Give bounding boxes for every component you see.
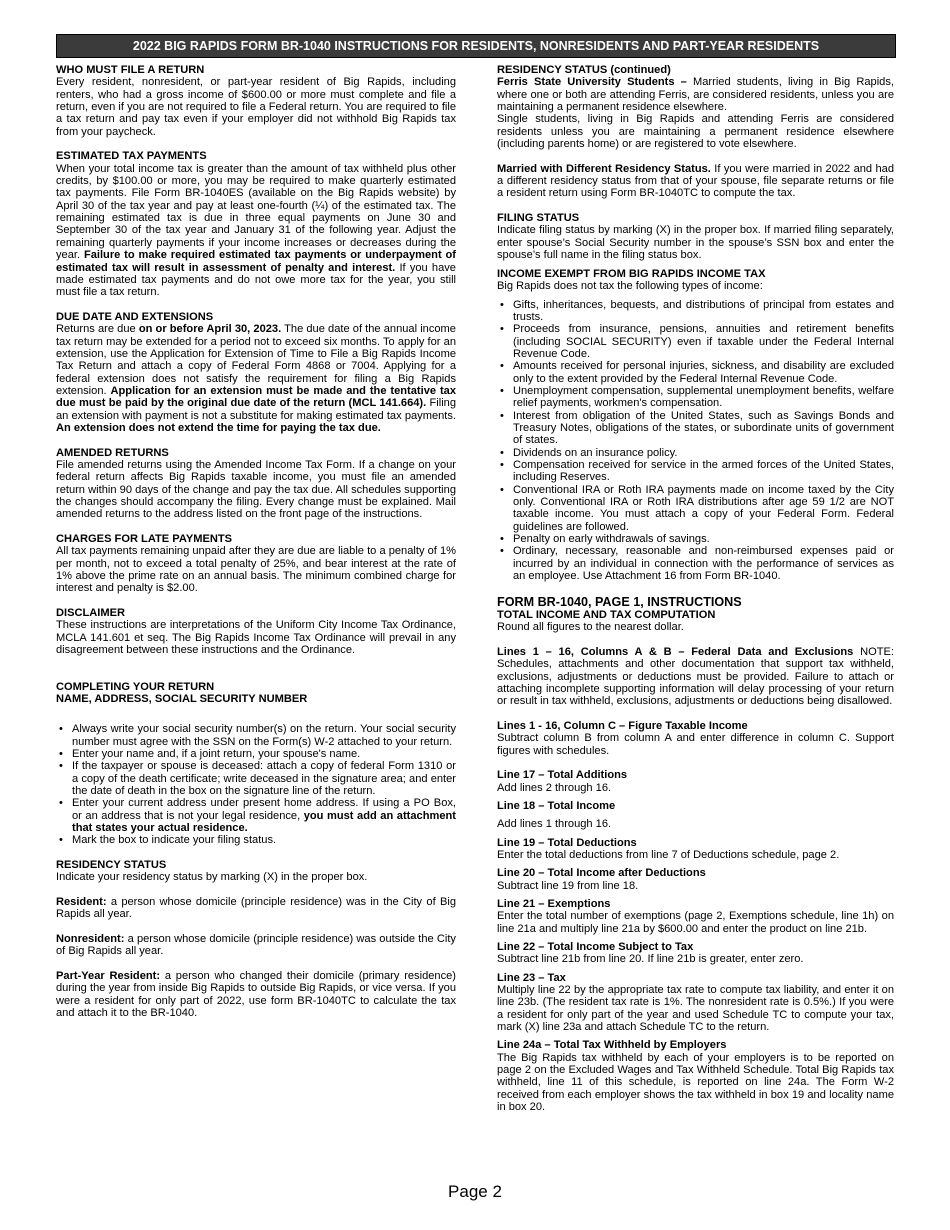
section-heading: CHARGES FOR LATE PAYMENTS [56,533,233,546]
lines-1-16-c [497,720,894,757]
exempt-list-item: • Dividends on an insurance policy. [513,447,894,459]
section-who-must-file [56,64,456,138]
section-heading: DISCLAIMER [56,607,126,620]
exempt-list-item: • Amounts received for personal injuries, sickness, and disability are excluded only to the extent provided by the Federal Internal Revenue Code. [513,360,894,385]
exempt-list-item: • Unemployment compensation, supplemental unemployment benefits, welfare relief payments, workmen's compensation. [513,385,894,410]
lines-1-16-ab [497,646,894,708]
section-text: Returns are due on or before April 30, 2023. The due date of the annual income tax return may be extended for a period not to exceed six months. To apply for an extension, use the Application for Extension of Time to File a Big Rapids Income Tax Return and attach a copy of Federal Form 4868 or 7004. Applying for a federal extension does not satisfy the requirement for filing a Big Rapids extension. Application for an extension must be made and the tentative tax due must be paid by the original due date of the return (MCL 141.664). Filing an extension with payment is not a substitute for making estimated tax payments. An extension does not extend the time for paying the tax due. [56,323,456,434]
section-form-instructions [497,595,894,1114]
section-text: All tax payments remaining unpaid after they are due are liable to a penalty of 1% per month, not to exceed a total penalty of 25%, and bear interest at the rate of 1% above the prime rate on an annual basis. The minimum combined charge for interest and penalty is $2.00. [56,545,456,595]
line-17 [497,769,894,794]
line-text: Multiply line 22 by the appropriate tax rate to compute tax liability, and enter it on line 23b. (The resident tax rate is 1%. The nonresident rate is 0.5%.) If you were a resident for only part of the year and used Schedule TC to compute your tax, mark (X) line 23a and attach Schedule TC to the return. [497,984,894,1034]
list-item: • If the taxpayer or spouse is deceased: attach a copy of federal Form 1310 or a copy of the death certificate; write deceased in the signature area; and enter the date of death in the box on the signature line of the return. [72,760,456,797]
line-label: Line 19 – Total Deductions [497,836,637,849]
list-item: • Always write your social security number(s) on the return. Your social security number must agree with the SSN on the Form(s) W-2 attached to your return. [72,723,456,748]
line-text: Enter the total number of exemptions (page 2, Exemptions schedule, line 1h) on line 21a and multiply line 21a by $600.00 and enter the product on line 21b. [497,910,894,935]
line-label: Line 20 – Total Income after Deductions [497,867,706,880]
line-text: Add lines 1 through 16. [497,818,612,831]
ferris-paragraph: Ferris State University Students – Married students, living in Big Rapids, where one or both are attending Ferris, are considered residents, unless you are maintaining a permanent residence elsewhere. [497,76,894,114]
section-late-charges [56,533,456,595]
page-banner: 2022 BIG RAPIDS FORM BR-1040 INSTRUCTIONS FOR RESIDENTS, NONRESIDENTS AND PART-YEAR RESIDENTS [56,34,896,58]
line-23 [497,972,894,1034]
nonresident-definition: Nonresident: a person whose domicile (principle residence) was outside the City of Big Rapids all year. [56,933,456,958]
resident-definition: Resident: a person whose domicile (principle residence) was in the City of Big Rapids all year. [56,896,456,921]
section-heading: FILING STATUS [497,212,580,225]
line-text: NOTE: Schedules, attachments and other documentation that support tax withheld, exclusions, adjustments or deductions must be provided. Failure to attach or attaching incomplete supporting information will delay processing of your return or result in tax withheld, exclusions, adjustments or deductions being disallowed. [497,645,894,708]
left-column [56,64,456,1019]
line-label: Lines 1 – 16, Columns A & B – Federal Data and Exclusions [497,645,854,658]
section-due-date [56,311,456,434]
section-heading: WHO MUST FILE A RETURN [56,64,205,76]
exempt-list-item: • Proceeds from insurance, pensions, annuities and retirement benefits (including SOCIAL SECURITY) even if taxable under the Federal Internal Revenue Code. [513,323,894,360]
exempt-list-item: • Gifts, inheritances, bequests, and distributions of principal from estates and trusts. [513,299,894,324]
partyear-definition: Part-Year Resident: a person who changed their domicile (primary residence) during the year from inside Big Rapids to outside Big Rapids, or vice versa. If you were a resident for only part of 2022, use form BR-1040TC to calculate the tax and attach it to the BR-1040. [56,970,456,1020]
section-residency-status [56,859,456,1019]
round-note: Round all figures to the nearest dollar. [497,621,684,634]
section-disclaimer [56,607,456,656]
list-item: • Mark the box to indicate your filing status. [72,834,456,846]
line-20 [497,867,894,892]
section-text: Every resident, nonresident, or part-year resident of Big Rapids, including renters, who had a gross income of $600.00 or more must complete and file a return, even if you are not required to file a Federal return. You are required to file a tax return and pay tax even if your employer did not withhold Big Rapids tax from your paycheck. [56,76,456,138]
line-label: Line 17 – Total Additions [497,769,628,782]
section-subheading: TOTAL INCOME AND TAX COMPUTATION [497,608,716,621]
exempt-list [497,299,894,583]
line-text: Add lines 2 through 16. [497,781,612,794]
section-heading: INCOME EXEMPT FROM BIG RAPIDS INCOME TAX [497,267,766,280]
line-text: Subtract line 21b from line 20. If line 21b is greater, enter zero. [497,953,804,966]
residency-intro: Indicate your residency status by marking (X) in the proper box. [56,871,368,884]
line-label: Line 23 – Tax [497,971,566,984]
section-heading: RESIDENCY STATUS (continued) [497,64,671,76]
exempt-list-item: • Penalty on early withdrawals of savings. [513,533,894,545]
line-label: Line 22 – Total Income Subject to Tax [497,941,694,954]
section-text: Indicate filing status by marking (X) in the proper box. If married filing separately, enter spouse’s Social Security number in the spouse’s SSN box and enter the spouse’s full name in the filing status box. [497,224,894,262]
section-heading: RESIDENCY STATUS [56,858,167,871]
section-heading: COMPLETING YOUR RETURN [56,680,215,693]
line-label: Line 18 – Total Income [497,799,616,812]
line-label: Lines 1 - 16, Column C – Figure Taxable Income [497,719,748,732]
section-subheading: NAME, ADDRESS, SOCIAL SECURITY NUMBER [56,692,308,705]
exempt-list-item: • Interest from obligation of the United States, such as Savings Bonds and Treasury Notes, obligations of the states, or subordinate units of government of states. [513,410,894,447]
section-amended-returns [56,447,456,521]
section-heading: AMENDED RETURNS [56,446,169,459]
line-text: Subtract line 19 from line 18. [497,879,639,892]
section-text: File amended returns using the Amended Income Tax Form. If a change on your federal return affects Big Rapids taxable income, you must file an amended return within 90 days of the change and pay the tax due. All schedules supporting the changes should accompany the filing. Every change must be explained. Mail amended returns to the address listed on the front page of the instructions. [56,459,456,521]
single-students-paragraph: Single students, living in Big Rapids and attending Ferris are considered residents unless you are maintaining a permanent residence elsewhere (including parents home) or are registered to vote elsewhere. [497,113,894,151]
section-heading: ESTIMATED TAX PAYMENTS [56,150,207,163]
line-text: Subtract column B from column A and enter difference in column C. Support figures with schedules. [497,732,894,757]
line-label: Line 24a – Total Tax Withheld by Employers [497,1039,727,1052]
line-label: Line 21 – Exemptions [497,898,611,910]
section-exempt-income [497,268,894,583]
section-filing-status [497,212,894,261]
list-item: • Enter your name and, if a joint return, your spouse's name. [72,748,456,760]
section-estimated-tax [56,150,456,298]
completing-list [56,723,456,846]
exempt-list-item: • Conventional IRA or Roth IRA payments made on income taxed by the City only. Conventional IRA or Roth IRA distributions after age 59 1/2 are NOT taxable income. You must attach a copy of your Federal Form. Federal guidelines are followed. [513,484,894,533]
exempt-list-item: • Compensation received for service in the armed forces of the United States, including Reserves. [513,459,894,484]
section-text: When your total income tax is greater than the amount of tax withheld plus other credits, by $100.00 or more, you may be required to make quarterly estimated tax payments. File Form BR-1040ES (available on the Big Rapids website) by April 30 of the tax year and pay at least one-fourth (¼) of the estimated tax. The remaining estimated tax is due in three equal payments on June 30 and September 30 of the tax year and January 31 of the following year. Adjust the remaining quarterly payments if your income increases or decreases during the year. Failure to make required estimated tax payments or underpayment of estimated tax will result in assessment of penalty and interest. If you have made estimated tax payments and do not owe more tax for the year, you still must file a tax return. [56,162,456,299]
section-completing-return [56,681,456,847]
line-text: The Big Rapids tax withheld by each of your employers is to be reported on page 2 on the Excluded Wages and Tax Withheld Schedule. Total Big Rapids tax withheld, line 11 of this schedule, is reported on line 24a. The Form W-2 received from each employer shows the tax withheld in box 19 and locality name in box 20. [497,1051,894,1114]
section-text: These instructions are interpretations of the Uniform City Income Tax Ordinance, MCLA 141.601 et seq. The Big Rapids Income Tax Ordinance will prevail in any disagreement between these instructions and the Ordinance. [56,619,456,657]
line-21 [497,898,894,935]
line-24a [497,1039,894,1113]
section-heading: FORM BR-1040, PAGE 1, INSTRUCTIONS [497,594,742,609]
exempt-intro: Big Rapids does not tax the following types of income: [497,280,763,293]
married-paragraph: Married with Different Residency Status. If you were married in 2022 and had a different residency status from that of your spouse, file separate returns or file a resident return using Form BR-1040TC to compute the tax. [497,162,894,200]
right-column [497,64,894,1114]
line-18 [497,800,894,831]
page-number: Page 2 [448,1182,502,1201]
list-item: • Enter your current address under present home address. If using a PO Box, or an address that is not your legal residence, you must add an attachment that states your actual residence. [72,797,456,834]
section-heading: DUE DATE AND EXTENSIONS [56,310,214,323]
line-text: Enter the total deductions from line 7 of Deductions schedule, page 2. [497,848,840,861]
line-22 [497,941,894,966]
line-19 [497,837,894,862]
exempt-list-item: • Ordinary, necessary, reasonable and non-reimbursed expenses paid or incurred by an individual in connection with the performance of services as an employee. Use Attachment 16 from Form BR-1040. [513,545,894,582]
section-residency-continued [497,64,894,200]
